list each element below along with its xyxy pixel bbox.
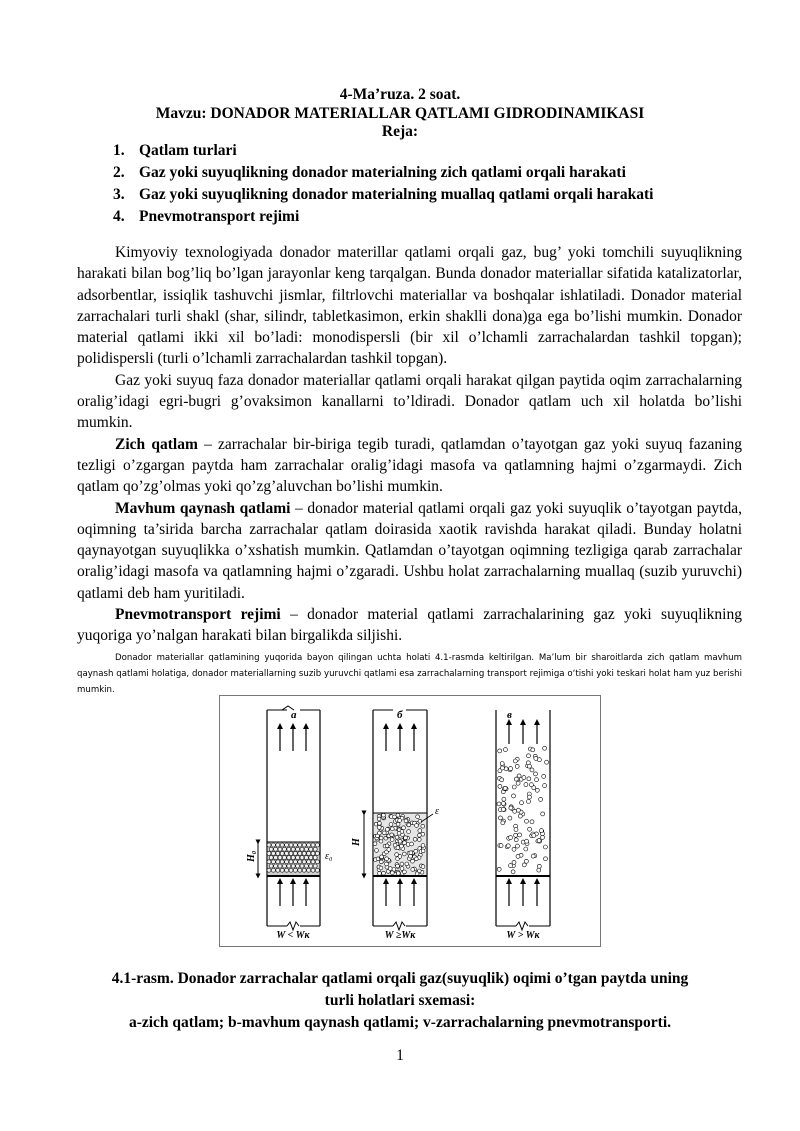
particle	[309, 864, 313, 868]
particle	[516, 808, 520, 812]
particle	[278, 847, 282, 851]
particle	[302, 851, 306, 855]
particle	[298, 843, 302, 847]
particle	[402, 826, 406, 830]
particle	[302, 860, 306, 864]
particle	[418, 819, 422, 823]
particle	[516, 854, 520, 858]
particle	[522, 776, 526, 780]
particle	[269, 864, 273, 868]
paragraph-dense-bed: Zich qatlam – zarrachalar bir-biriga tegib turadi, qatlamdan o’tayotgan gaz yoki suyuq fazaning tezligi o’zgargan paytda ham zarrachalar oralig’idagi masofa va qatlamning hajmi o’zgarmaydi. Zich qatlam qo’zg’olmas yoki qo’zg’aluvchan bo’lishi mumkin.	[77, 435, 742, 496]
particle	[411, 859, 415, 863]
term-pneumotransport: Pnevmotransport rejimi	[115, 606, 281, 624]
particle	[544, 857, 548, 861]
particle	[386, 828, 390, 832]
particle	[509, 836, 513, 840]
particle	[390, 833, 394, 837]
particle	[404, 836, 408, 840]
particle	[293, 868, 297, 872]
particle	[410, 842, 414, 846]
particle	[271, 843, 275, 847]
particle	[527, 764, 531, 768]
particle	[530, 820, 534, 824]
particle	[396, 822, 400, 826]
particle	[501, 802, 505, 806]
particle	[379, 860, 383, 864]
plan-item: 3. Gaz yoki suyuqlikning donador materialning muallaq qatlami orqali harakati	[113, 186, 654, 203]
particle	[280, 851, 284, 855]
particle	[498, 816, 502, 820]
particle	[285, 851, 289, 855]
particle	[409, 854, 413, 858]
particle	[293, 860, 297, 864]
particle	[528, 827, 532, 831]
particle	[309, 847, 313, 851]
particle	[520, 801, 524, 805]
particle	[542, 774, 546, 778]
particle	[524, 859, 528, 863]
particle	[287, 856, 291, 860]
particle	[527, 754, 531, 758]
cond-c: W > Wк	[506, 930, 540, 941]
particle	[382, 831, 386, 835]
particle	[518, 814, 522, 818]
particle	[407, 823, 411, 827]
particle	[280, 860, 284, 864]
figure-caption-line1: 4.1-rasm. Donador zarrachalar qatlami orqali gaz(suyuqlik) oqimi o’tgan paytda uning	[111, 970, 689, 987]
particle	[267, 860, 271, 864]
particle	[390, 871, 394, 875]
label-eps0: ε₀	[325, 851, 333, 862]
particle	[421, 849, 425, 853]
particle	[291, 856, 295, 860]
particle	[497, 802, 501, 806]
particle	[403, 870, 407, 874]
particle	[313, 847, 317, 851]
particle	[409, 851, 413, 855]
particle	[378, 872, 382, 876]
label-h0: H₀	[246, 850, 257, 862]
particle	[414, 849, 418, 853]
particle	[311, 843, 315, 847]
figure-bed-states	[219, 695, 601, 947]
column-fluidized-bed	[351, 709, 439, 941]
particle	[285, 843, 289, 847]
plan-item: 2. Gaz yoki suyuqlikning donador materialning zich qatlami orqali harakati	[113, 164, 626, 181]
particle	[377, 817, 381, 821]
particle	[296, 847, 300, 851]
label-c: в	[507, 709, 512, 721]
particle	[276, 851, 280, 855]
particle	[300, 864, 304, 868]
lecture-number: 4-Ma’ruza. 2 soat.	[339, 86, 461, 103]
particle	[532, 834, 536, 838]
particle	[504, 767, 508, 771]
particle	[514, 833, 518, 837]
particle	[271, 868, 275, 872]
particle	[285, 860, 289, 864]
particle	[300, 856, 304, 860]
particle	[387, 848, 391, 852]
particle	[304, 847, 308, 851]
particle	[298, 860, 302, 864]
particle	[274, 856, 278, 860]
particle	[421, 824, 425, 828]
particle	[291, 847, 295, 851]
particle	[307, 843, 311, 847]
particle	[382, 813, 386, 817]
particle	[514, 838, 518, 842]
particle	[315, 860, 319, 864]
particle	[289, 868, 293, 872]
particle	[417, 838, 421, 842]
particle	[282, 856, 286, 860]
paragraph-intro: Kimyoviy texnologiyada donador materillar qatlami orqali gaz, bug’ yoki tomchili suyuqlikning harakati bilan bog’liq bo’lgan jarayonlar keng tarqalgan. Bunda donador materiallar sifatida katalizatorlar, adsorbentlar, issiqlik tashuvchi jismlar, filtrlovchi materiallar va boshqalar ishlatiladi. Donador material zarrachalari turli shakl (shar, silindr, tabletkasimon, erkin shaklli dona)ga ega bo’lishi mumkin. Donador material qatlami ikki xil bo’ladi: monodispersli (bir xil o’lchamli zarrachalardan tashkil topgan); polidispersli (turli o’lchamli zarrachalardan tashkil topgan).	[77, 244, 742, 368]
particle	[509, 806, 513, 810]
particle	[296, 864, 300, 868]
particle	[274, 864, 278, 868]
particle	[271, 851, 275, 855]
particle	[524, 847, 528, 851]
particle	[396, 864, 400, 868]
particle	[524, 783, 528, 787]
particle	[418, 833, 422, 837]
particle	[400, 862, 404, 866]
particle	[500, 766, 504, 770]
particle	[398, 819, 402, 823]
particle	[282, 847, 286, 851]
particle	[397, 831, 401, 835]
particle	[276, 860, 280, 864]
figure-diagram	[220, 696, 600, 946]
term-fluidized-bed: Mavhum qaynash qatlami	[115, 499, 291, 517]
particle	[302, 843, 306, 847]
particle	[514, 777, 518, 781]
particle	[513, 809, 517, 813]
particle	[398, 839, 402, 843]
term-dense-bed: Zich qatlam	[115, 435, 198, 453]
particle	[512, 785, 516, 789]
particle	[497, 867, 501, 871]
particle	[411, 868, 415, 872]
particle	[500, 778, 504, 782]
particle	[421, 865, 425, 869]
plan-heading: Reja:	[381, 123, 419, 140]
particle	[271, 860, 275, 864]
particle	[385, 857, 389, 861]
particle	[304, 864, 308, 868]
particle	[315, 843, 319, 847]
particle	[508, 816, 512, 820]
particle	[402, 852, 406, 856]
particle	[512, 860, 516, 864]
particle	[543, 746, 547, 750]
label-h: H	[351, 838, 362, 846]
particle	[512, 847, 516, 851]
particle	[298, 868, 302, 872]
particle	[390, 827, 394, 831]
paragraph-pneumotransport: Pnevmotransport rejimi – donador material qatlami zarrachalarining gaz yoki suyuqlikning yuqoriga yo’nalgan harakati bilan birgalikda siljishi.	[77, 606, 742, 645]
particle	[545, 760, 549, 764]
plan-item: 1. Qatlam turlari	[113, 142, 237, 159]
figure-caption-line2: turli holatlari sxemasi:	[324, 992, 476, 1009]
particle	[267, 843, 271, 847]
particle	[274, 847, 278, 851]
particle	[515, 764, 519, 768]
particle	[296, 856, 300, 860]
particle	[291, 864, 295, 868]
particle	[403, 841, 407, 845]
particle	[285, 868, 289, 872]
particle	[315, 851, 319, 855]
particle	[413, 837, 417, 841]
particle	[269, 847, 273, 851]
particle	[282, 864, 286, 868]
particle	[395, 835, 399, 839]
particle	[415, 824, 419, 828]
particle	[541, 835, 545, 839]
particle	[531, 854, 535, 858]
particle	[498, 749, 502, 753]
particle	[537, 758, 541, 762]
particle	[300, 847, 304, 851]
particle	[509, 767, 513, 771]
plan-item: 4. Pnevmotransport rejimi	[113, 208, 300, 225]
particle	[498, 784, 502, 788]
particle	[307, 851, 311, 855]
particle	[543, 784, 547, 788]
particle	[407, 830, 411, 834]
particle	[404, 819, 408, 823]
particle	[513, 759, 517, 763]
particle	[313, 856, 317, 860]
particle	[541, 812, 545, 816]
particle	[313, 864, 317, 868]
particle	[395, 853, 399, 857]
particle	[311, 860, 315, 864]
particle	[302, 868, 306, 872]
particle	[516, 781, 520, 785]
particle	[311, 851, 315, 855]
particle	[500, 762, 504, 766]
particle	[537, 864, 541, 868]
particle	[501, 821, 505, 825]
particle	[293, 843, 297, 847]
particle	[503, 748, 507, 752]
particle	[375, 849, 379, 853]
particle	[267, 851, 271, 855]
page-number: 1	[396, 1047, 404, 1064]
label-a: а	[291, 709, 297, 721]
particle	[293, 851, 297, 855]
particle	[388, 867, 392, 871]
particle	[379, 866, 383, 870]
particle	[307, 860, 311, 864]
column-dense-bed	[246, 706, 333, 941]
particle	[515, 844, 519, 848]
particle	[378, 831, 382, 835]
small-note: Donador materiallar qatlamining yuqorida bayon qilingan uchta holati 4.1-rasmda keltirilgan. Ma’lum bir sharoitlarda zich qatlam mavhum qaynash qatlami holatiga, donador materiallarning suzib yuruvchi qatlami esa zarrachalarning transport rejimiga o‘tishi yoki teskari holat ham yuz berishi mumkin.	[77, 653, 742, 695]
particle	[280, 868, 284, 872]
particle	[373, 842, 377, 846]
particle	[289, 851, 293, 855]
particle	[531, 748, 535, 752]
particle	[396, 813, 400, 817]
particle	[278, 864, 282, 868]
particle	[525, 819, 529, 823]
particle	[280, 843, 284, 847]
particle	[289, 860, 293, 864]
particle	[289, 843, 293, 847]
particle	[421, 844, 425, 848]
body-text	[77, 242, 742, 647]
particle	[389, 823, 393, 827]
particle	[518, 833, 522, 837]
particle	[527, 795, 531, 799]
particle	[315, 868, 319, 872]
particle	[525, 839, 529, 843]
particle	[530, 768, 534, 772]
particle	[298, 851, 302, 855]
particle	[396, 846, 400, 850]
particle	[506, 844, 510, 848]
particle	[512, 794, 516, 798]
particle	[539, 797, 543, 801]
particle	[535, 778, 539, 782]
particle	[535, 788, 539, 792]
particle	[509, 864, 513, 868]
particle	[400, 867, 404, 871]
particle	[278, 856, 282, 860]
particle	[287, 847, 291, 851]
particle	[416, 815, 420, 819]
particle	[501, 807, 505, 811]
particle	[304, 856, 308, 860]
particle	[307, 868, 311, 872]
paragraph-fluidized-bed: Mavhum qaynash qatlami – donador material qatlami orqali gaz yoki suyuqlik o’tayotgan paytda, oqimning ta’sirida barcha zarrachalar qatlam doirasida xaotik ravishda harakat qiladi. Bunday holatni qaynayotgan suyuqlikka o’xshatish mumkin. Qatlamdan o’tayotgan oqimning tezligiga qarab zarrachalar oralig’idagi masofa va qatlamning hajmi o’zgaradi. Ushbu holat zarrachalarning muallaq (suzib yuruvchi) qatlami deb ham yuritiladi.	[77, 499, 742, 602]
particle	[390, 838, 394, 842]
particle	[380, 855, 384, 859]
particle	[382, 871, 386, 875]
lecture-topic: Mavzu: DONADOR MATERIALLAR QATLAMI GIDRODINAMIKASI	[155, 105, 645, 122]
label-b: б	[397, 709, 403, 721]
particle	[537, 839, 541, 843]
particle	[534, 772, 538, 776]
particle	[267, 868, 271, 872]
particle	[418, 829, 422, 833]
particle	[377, 826, 381, 830]
column-pneumotransport	[496, 709, 550, 941]
particle	[522, 863, 526, 867]
particle	[276, 868, 280, 872]
particle	[400, 844, 404, 848]
particle	[527, 777, 531, 781]
particle	[379, 836, 383, 840]
particle	[396, 872, 400, 876]
particle	[406, 843, 410, 847]
particle	[543, 845, 547, 849]
particle	[502, 797, 506, 801]
particle	[529, 783, 533, 787]
label-eps: ε	[435, 806, 439, 817]
plan-list	[113, 140, 653, 228]
particle	[405, 862, 409, 866]
paragraph-states: Gaz yoki suyuq faza donador materiallar qatlami orqali harakat qilgan paytida oqim zarrachalarning oralig’idagi egri-bugri g’ovaksimon kanallarni to’ldiradi. Donador qatlam uch xil holatda bo’lishi mumkin.	[77, 371, 742, 432]
particle	[414, 857, 418, 861]
particle	[385, 862, 389, 866]
particle	[503, 786, 507, 790]
particle	[287, 864, 291, 868]
particle	[269, 856, 273, 860]
particle	[378, 821, 382, 825]
cond-b: W ≥Wк	[384, 930, 416, 941]
particle	[511, 870, 515, 874]
particle	[385, 844, 389, 848]
particle	[539, 829, 543, 833]
particle	[514, 828, 518, 832]
cond-a: W < Wк	[276, 930, 310, 941]
particle	[537, 868, 541, 872]
particle	[311, 868, 315, 872]
particle	[309, 856, 313, 860]
particle	[527, 800, 531, 804]
particle	[499, 844, 503, 848]
particle	[276, 843, 280, 847]
figure-caption-line3: a-zich qatlam; b-mavhum qaynash qatlami; v-zarrachalarning pnevmotransporti.	[128, 1014, 672, 1031]
